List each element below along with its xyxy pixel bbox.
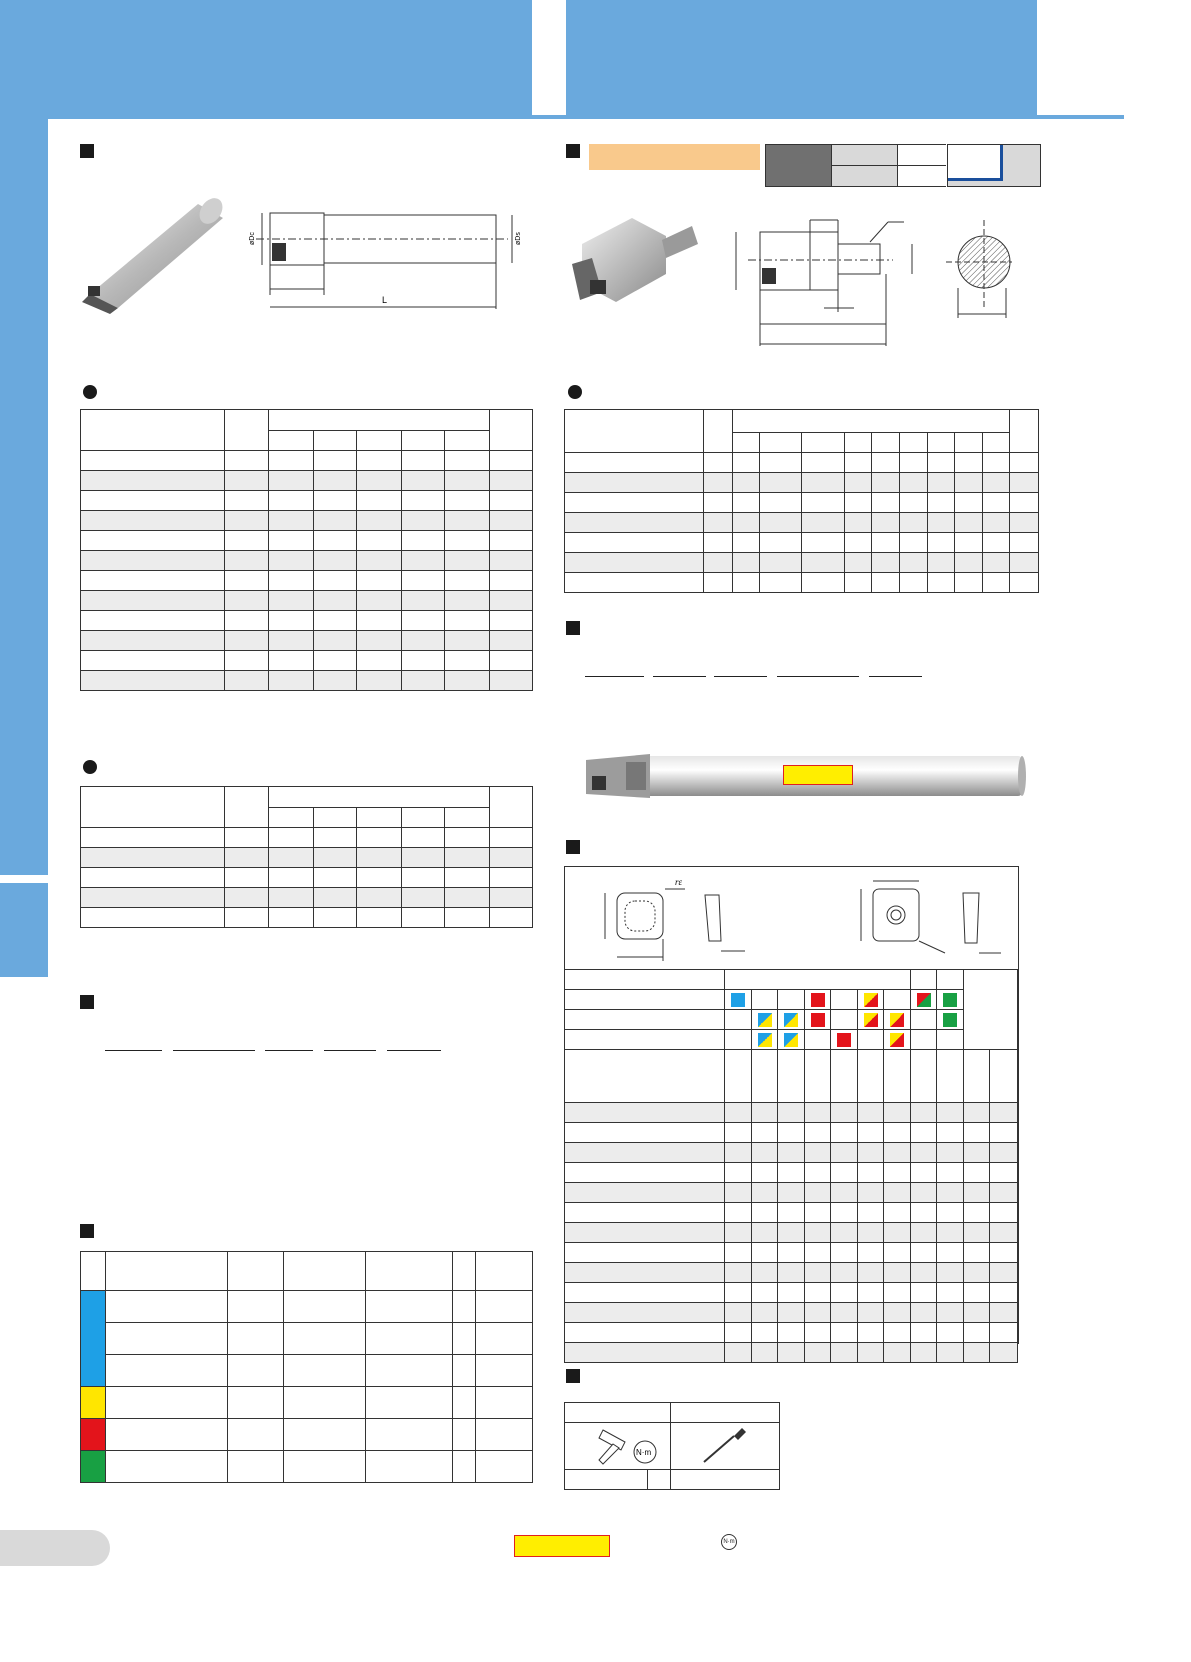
code-segment — [324, 1050, 376, 1051]
label-dc: øDc — [249, 232, 256, 245]
material-k-band — [81, 1419, 106, 1451]
side-tab-lower — [0, 883, 48, 977]
spec-table-2 — [80, 786, 533, 928]
insert-grade-table — [564, 969, 1018, 1363]
bullet-marker — [83, 385, 97, 399]
label-r-epsilon: rε — [675, 877, 683, 887]
footer-highlight — [514, 1535, 610, 1557]
grade-chip-pm — [758, 1033, 772, 1047]
screw-icon — [573, 1424, 663, 1468]
end-mill-photo — [78, 198, 228, 316]
grade-chip-pm — [758, 1013, 772, 1027]
grade-chip-k — [811, 1013, 825, 1027]
section-marker — [566, 621, 580, 635]
section-marker — [80, 144, 94, 158]
grade-chip-k — [837, 1033, 851, 1047]
footer-torque-label: N·m — [723, 1539, 735, 1545]
end-mill-drawing — [246, 205, 526, 315]
shank-cross-section — [942, 214, 1014, 324]
grade-chip-mk — [864, 1013, 878, 1027]
grade-chip-mk — [890, 1033, 904, 1047]
code-segment — [173, 1050, 255, 1051]
label-l: L — [382, 295, 388, 305]
grade-chip-n — [943, 993, 957, 1007]
spec-table-1 — [80, 409, 533, 691]
header-band-right — [566, 0, 1037, 118]
grade-chip-n — [943, 1013, 957, 1027]
section-marker — [566, 840, 580, 854]
page-number-tab — [0, 1530, 110, 1566]
code-segment — [777, 676, 859, 677]
cutting-conditions-table — [80, 1251, 533, 1483]
screwdriver-icon — [690, 1424, 760, 1468]
label-ds: øDs — [515, 232, 522, 245]
header-band-left — [0, 0, 532, 118]
modular-head-photo — [562, 214, 702, 310]
code-segment — [869, 676, 922, 677]
code-segment — [265, 1050, 313, 1051]
bullet-marker — [83, 760, 97, 774]
grade-chip-mk — [864, 993, 878, 1007]
section-marker — [80, 1224, 94, 1238]
grade-chip-p — [731, 993, 745, 1007]
code-segment — [387, 1050, 441, 1051]
code-segment — [105, 1050, 162, 1051]
section-marker — [80, 995, 94, 1009]
footer-torque-icon — [721, 1534, 737, 1550]
series-label-bar — [589, 144, 760, 170]
insert-drawing — [595, 873, 1015, 963]
grade-chip-k — [811, 993, 825, 1007]
highlight-tag — [783, 765, 853, 785]
grade-chip-pm — [784, 1013, 798, 1027]
bullet-marker — [568, 385, 582, 399]
side-tab-upper — [0, 0, 48, 875]
section-marker — [566, 144, 580, 158]
material-p-band — [81, 1291, 106, 1387]
grade-chip-mk — [890, 1013, 904, 1027]
shoulder-icon-box — [947, 144, 1041, 187]
code-segment — [653, 676, 706, 677]
header-rule — [48, 115, 1124, 119]
head-spec-table — [564, 409, 1039, 593]
torque-icon-label: N·m — [635, 1448, 651, 1457]
grade-chip-pm — [784, 1033, 798, 1047]
grade-chip-kn — [917, 993, 931, 1007]
section-marker — [566, 1369, 580, 1383]
code-segment — [714, 676, 767, 677]
modular-head-drawing — [728, 212, 926, 352]
material-n-band — [81, 1451, 106, 1483]
code-segment — [585, 676, 644, 677]
spec-box — [765, 144, 946, 187]
material-m-band — [81, 1387, 106, 1419]
spare-parts-table — [564, 1402, 780, 1490]
